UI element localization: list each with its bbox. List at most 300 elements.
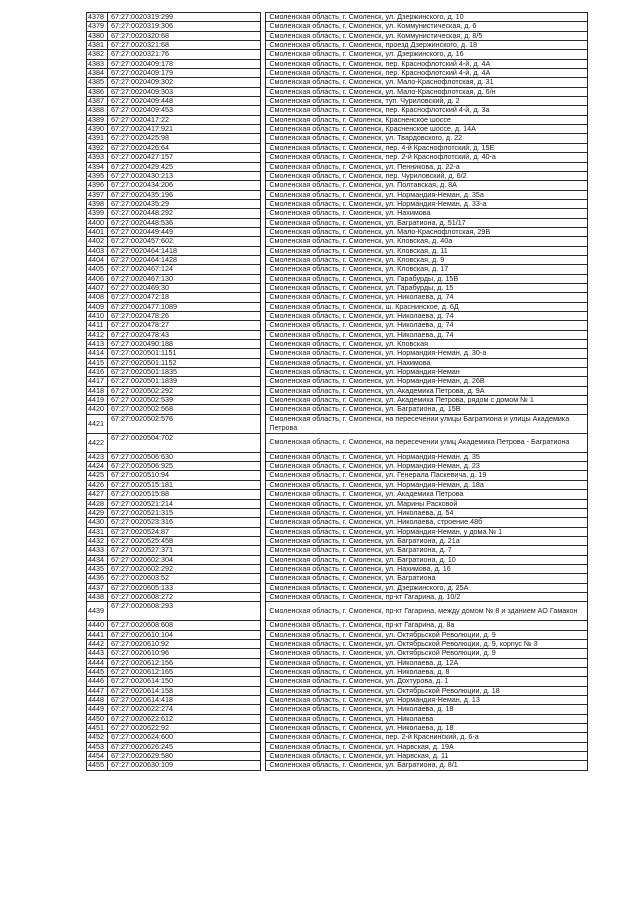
cadastral-number-cell: 67:27:0020501:1835 xyxy=(108,368,261,377)
table-row xyxy=(87,218,588,227)
table-row xyxy=(87,555,588,564)
cadastral-number-cell: 67:27:0020610:104 xyxy=(108,630,261,639)
address-cell: Смоленская область, г. Смоленск, ул. Кловская, д. 9 xyxy=(266,255,588,264)
table-row xyxy=(87,69,588,78)
cadastral-number-cell: 67:27:0020501:1151 xyxy=(108,349,261,358)
row-number-cell: 4445 xyxy=(87,668,108,677)
row-number-cell: 4391 xyxy=(87,134,108,143)
table-row xyxy=(87,106,588,115)
row-number-cell: 4446 xyxy=(87,677,108,686)
cadastral-number-cell: 67:27:0020602:304 xyxy=(108,555,261,564)
row-number-cell: 4432 xyxy=(87,536,108,545)
table-row xyxy=(87,293,588,302)
cadastral-number-cell: 67:27:0020524:87 xyxy=(108,527,261,536)
row-number-cell: 4388 xyxy=(87,106,108,115)
cadastral-number-cell: 67:27:0020449:449 xyxy=(108,227,261,236)
address-cell: Смоленская область, г. Смоленск, ул. Николаева, д. 12А xyxy=(266,658,588,667)
address-cell: Смоленская область, г. Смоленск, ул. Октябрьской Революции, д. 9 xyxy=(266,630,588,639)
table-row xyxy=(87,602,588,621)
table-row xyxy=(87,246,588,255)
table-row xyxy=(87,752,588,761)
address-cell: Смоленская область, г. Смоленск, Красненское шоссе xyxy=(266,115,588,124)
row-number-cell: 4384 xyxy=(87,69,108,78)
address-cell: Смоленская область, г. Смоленск, ул. Николаева, д. 54 xyxy=(266,508,588,517)
cadastral-number-cell: 67:27:0020608:608 xyxy=(108,621,261,630)
table-row xyxy=(87,536,588,545)
address-cell: Смоленская область, г. Смоленск, пер. 2-й Краснофлотский, д. 40-а xyxy=(266,153,588,162)
cadastral-number-cell: 67:27:0020622:612 xyxy=(108,714,261,723)
address-cell: Смоленская область, г. Смоленск, ул. Николаева xyxy=(266,714,588,723)
cadastral-number-cell: 67:27:0020425:98 xyxy=(108,134,261,143)
table-row xyxy=(87,518,588,527)
row-number-cell: 4423 xyxy=(87,452,108,461)
cadastral-number-cell: 67:27:0020510:94 xyxy=(108,471,261,480)
cadastral-number-cell: 67:27:0020612:165 xyxy=(108,668,261,677)
row-number-cell: 4402 xyxy=(87,237,108,246)
table-row xyxy=(87,115,588,124)
table-row xyxy=(87,199,588,208)
registry-table-body xyxy=(87,13,588,771)
address-cell: Смоленская область, г. Смоленск, ул. Кловская xyxy=(266,340,588,349)
cadastral-number-cell: 67:27:0020321:68 xyxy=(108,41,261,50)
cadastral-number-cell: 67:27:0020608:293 xyxy=(108,602,261,621)
address-cell: Смоленская область, г. Смоленск, ул. Дзержинского, д. 16 xyxy=(266,50,588,59)
cadastral-number-cell: 67:27:0020319:306 xyxy=(108,22,261,31)
cadastral-number-cell: 67:27:0020523:316 xyxy=(108,518,261,527)
address-cell: Смоленская область, г. Смоленск, ул. Нормандия-Неман, д. 35 xyxy=(266,452,588,461)
cadastral-number-cell: 67:27:0020515:88 xyxy=(108,490,261,499)
row-number-cell: 4411 xyxy=(87,321,108,330)
table-row xyxy=(87,143,588,152)
row-number-cell: 4440 xyxy=(87,621,108,630)
cadastral-number-cell: 67:27:0020629:580 xyxy=(108,752,261,761)
table-row xyxy=(87,59,588,68)
row-number-cell: 4434 xyxy=(87,555,108,564)
table-row xyxy=(87,733,588,742)
table-row xyxy=(87,87,588,96)
table-row xyxy=(87,714,588,723)
row-number-cell: 4378 xyxy=(87,13,108,22)
table-row xyxy=(87,583,588,592)
address-cell: Смоленская область, г. Смоленск, на пересечении улицы Багратиона и улицы Академика Петрова xyxy=(266,414,588,433)
cadastral-number-cell: 67:27:0020409:302 xyxy=(108,78,261,87)
cadastral-number-cell: 67:27:0020612:156 xyxy=(108,658,261,667)
address-cell: Смоленская область, г. Смоленск, ул. Багратиона, д. 51/17 xyxy=(266,218,588,227)
address-cell: Смоленская область, г. Смоленск, ул. Нарвская, д. 11 xyxy=(266,752,588,761)
cadastral-number-cell: 67:27:0020448:536 xyxy=(108,218,261,227)
address-cell: Смоленская область, г. Смоленск, ул. Октябрьской Революции, д. 9 xyxy=(266,649,588,658)
address-cell: Смоленская область, г. Смоленск, ул. Багратиона, д. 10 xyxy=(266,555,588,564)
address-cell: Смоленская область, г. Смоленск, пр-кт Гагарина, между домом № 8 и зданием АО Гамакон xyxy=(266,602,588,621)
cadastral-number-cell: 67:27:0020502:292 xyxy=(108,386,261,395)
cadastral-number-cell: 67:27:0020501:1839 xyxy=(108,377,261,386)
row-number-cell: 4394 xyxy=(87,162,108,171)
address-cell: Смоленская область, г. Смоленск, пер. Краснофлотский 4-й, д. 4А xyxy=(266,59,588,68)
table-row xyxy=(87,41,588,50)
row-number-cell: 4441 xyxy=(87,630,108,639)
row-number-cell: 4426 xyxy=(87,480,108,489)
row-number-cell: 4417 xyxy=(87,377,108,386)
cadastral-number-cell: 67:27:0020502:539 xyxy=(108,396,261,405)
address-cell: Смоленская область, г. Смоленск, ул. Нарвская, д. 19А xyxy=(266,742,588,751)
row-number-cell: 4403 xyxy=(87,246,108,255)
table-row xyxy=(87,414,588,433)
table-row xyxy=(87,405,588,414)
cadastral-number-cell: 67:27:0020477:1089 xyxy=(108,302,261,311)
cadastral-number-cell: 67:27:0020417:22 xyxy=(108,115,261,124)
table-row xyxy=(87,312,588,321)
row-number-cell: 4418 xyxy=(87,386,108,395)
cadastral-number-cell: 67:27:0020409:303 xyxy=(108,87,261,96)
table-row xyxy=(87,97,588,106)
table-row xyxy=(87,377,588,386)
address-cell: Смоленская область, г. Смоленск, пер. 4-й Краснофлотский, д. 15Е xyxy=(266,143,588,152)
cadastral-number-cell: 67:27:0020320:68 xyxy=(108,31,261,40)
address-cell: Смоленская область, г. Смоленск, ул. Дохтурова, д. 1 xyxy=(266,677,588,686)
row-number-cell: 4409 xyxy=(87,302,108,311)
cadastral-number-cell: 67:27:0020478:26 xyxy=(108,312,261,321)
row-number-cell: 4453 xyxy=(87,742,108,751)
table-row xyxy=(87,639,588,648)
address-cell: Смоленская область, г. Смоленск, ул. Багратиона xyxy=(266,574,588,583)
address-cell: Смоленская область, г. Смоленск, ул. Полтавская, д. 8А xyxy=(266,181,588,190)
row-number-cell: 4439 xyxy=(87,602,108,621)
registry-table xyxy=(86,12,588,771)
table-row xyxy=(87,742,588,751)
address-cell: Смоленская область, г. Смоленск, ул. Нормандия-Неман, д. 35а xyxy=(266,190,588,199)
row-number-cell: 4447 xyxy=(87,686,108,695)
row-number-cell: 4442 xyxy=(87,639,108,648)
row-number-cell: 4398 xyxy=(87,199,108,208)
row-number-cell: 4404 xyxy=(87,255,108,264)
cadastral-number-cell: 67:27:0020321:76 xyxy=(108,50,261,59)
address-cell: Смоленская область, г. Смоленск, ул. Нормандия-Неман, д. 26В xyxy=(266,377,588,386)
row-number-cell: 4410 xyxy=(87,312,108,321)
cadastral-number-cell: 67:27:0020409:178 xyxy=(108,59,261,68)
address-cell: Смоленская область, г. Смоленск, ул. Кловская, д. 40а xyxy=(266,237,588,246)
cadastral-number-cell: 67:27:0020525:458 xyxy=(108,536,261,545)
address-cell: Смоленская область, г. Смоленск, ул. Кловская, д. 17 xyxy=(266,265,588,274)
cadastral-number-cell: 67:27:0020504:702 xyxy=(108,433,261,452)
cadastral-number-cell: 67:27:0020430:213 xyxy=(108,171,261,180)
table-row xyxy=(87,31,588,40)
cadastral-number-cell: 67:27:0020527:371 xyxy=(108,546,261,555)
table-row xyxy=(87,396,588,405)
row-number-cell: 4396 xyxy=(87,181,108,190)
address-cell: Смоленская область, г. Смоленск, ш. Краснинское, д. 6Д xyxy=(266,302,588,311)
table-row xyxy=(87,368,588,377)
table-row xyxy=(87,302,588,311)
table-row xyxy=(87,724,588,733)
table-row xyxy=(87,330,588,339)
row-number-cell: 4451 xyxy=(87,724,108,733)
table-row xyxy=(87,134,588,143)
address-cell: Смоленская область, г. Смоленск, ул. Багратиона, д. 8/1 xyxy=(266,761,588,770)
cadastral-number-cell: 67:27:0020429:425 xyxy=(108,162,261,171)
table-row xyxy=(87,13,588,22)
table-row xyxy=(87,677,588,686)
address-cell: Смоленская область, г. Смоленск, ул. Коммунистическая, д. 6 xyxy=(266,22,588,31)
cadastral-number-cell: 67:27:0020502:576 xyxy=(108,414,261,433)
address-cell: Смоленская область, г. Смоленск, ул. Твардовского, д. 22 xyxy=(266,134,588,143)
row-number-cell: 4395 xyxy=(87,171,108,180)
row-number-cell: 4383 xyxy=(87,59,108,68)
row-number-cell: 4455 xyxy=(87,761,108,770)
table-row xyxy=(87,630,588,639)
cadastral-number-cell: 67:27:0020409:453 xyxy=(108,106,261,115)
table-row xyxy=(87,265,588,274)
address-cell: Смоленская область, г. Смоленск, ул. Нормандия-Неман, д. 23 xyxy=(266,462,588,471)
address-cell: Смоленская область, г. Смоленск, ул. Дзержинского, д. 25А xyxy=(266,583,588,592)
address-cell: Смоленская область, г. Смоленск, ул. Мало-Краснофлотская, 29В xyxy=(266,227,588,236)
row-number-cell: 4390 xyxy=(87,125,108,134)
cadastral-number-cell: 67:27:0020610:92 xyxy=(108,639,261,648)
table-row xyxy=(87,227,588,236)
table-row xyxy=(87,283,588,292)
address-cell: Смоленская область, г. Смоленск, пер. Чуриловский, д. 6/2 xyxy=(266,171,588,180)
cadastral-number-cell: 67:27:0020478:27 xyxy=(108,321,261,330)
address-cell: Смоленская область, г. Смоленск, ул. Нахимова, д. 16 xyxy=(266,564,588,573)
address-cell: Смоленская область, г. Смоленск, ул. Нахимова xyxy=(266,209,588,218)
table-row xyxy=(87,592,588,601)
table-row xyxy=(87,508,588,517)
address-cell: Смоленская область, г. Смоленск, ул. Николаева, д. 18 xyxy=(266,705,588,714)
row-number-cell: 4380 xyxy=(87,31,108,40)
cadastral-number-cell: 67:27:0020624:600 xyxy=(108,733,261,742)
address-cell: Смоленская область, г. Смоленск, ул. Нормандия-Неман xyxy=(266,368,588,377)
row-number-cell: 4430 xyxy=(87,518,108,527)
row-number-cell: 4400 xyxy=(87,218,108,227)
row-number-cell: 4449 xyxy=(87,705,108,714)
address-cell: Смоленская область, г. Смоленск, ул. Николаева, д. 74 xyxy=(266,293,588,302)
row-number-cell: 4392 xyxy=(87,143,108,152)
cadastral-number-cell: 67:27:0020515:181 xyxy=(108,480,261,489)
row-number-cell: 4444 xyxy=(87,658,108,667)
table-row xyxy=(87,490,588,499)
address-cell: Смоленская область, г. Смоленск, ул. Нормандия-Неман, д. 18а xyxy=(266,480,588,489)
address-cell: Смоленская область, г. Смоленск, ул. Академика Петрова, рядом с домом № 1 xyxy=(266,396,588,405)
address-cell: Смоленская область, г. Смоленск, ул. Гарабурды, д. 15 xyxy=(266,283,588,292)
row-number-cell: 4414 xyxy=(87,349,108,358)
row-number-cell: 4436 xyxy=(87,574,108,583)
table-row xyxy=(87,649,588,658)
cadastral-number-cell: 67:27:0020501:1152 xyxy=(108,358,261,367)
cadastral-number-cell: 67:27:0020614:418 xyxy=(108,696,261,705)
table-row xyxy=(87,452,588,461)
table-row xyxy=(87,705,588,714)
table-row xyxy=(87,171,588,180)
cadastral-number-cell: 67:27:0020521:214 xyxy=(108,499,261,508)
cadastral-number-cell: 67:27:0020457:602 xyxy=(108,237,261,246)
table-row xyxy=(87,433,588,452)
table-row xyxy=(87,237,588,246)
address-cell: Смоленская область, г. Смоленск, ул. Нормандия-Неман, д. 33-а xyxy=(266,199,588,208)
cadastral-number-cell: 67:27:0020448:292 xyxy=(108,209,261,218)
table-row xyxy=(87,162,588,171)
cadastral-number-cell: 67:27:0020610:96 xyxy=(108,649,261,658)
address-cell: Смоленская область, г. Смоленск, туп. Чуриловский, д. 2 xyxy=(266,97,588,106)
address-cell: Смоленская область, г. Смоленск, пр-кт Гагарина, д. 10/2 xyxy=(266,592,588,601)
table-row xyxy=(87,209,588,218)
table-row xyxy=(87,471,588,480)
cadastral-number-cell: 67:27:0020602:292 xyxy=(108,564,261,573)
row-number-cell: 4431 xyxy=(87,527,108,536)
row-number-cell: 4437 xyxy=(87,583,108,592)
row-number-cell: 4427 xyxy=(87,490,108,499)
address-cell: Смоленская область, г. Смоленск, ул. Николаева, д. 18 xyxy=(266,724,588,733)
cadastral-number-cell: 67:27:0020409:179 xyxy=(108,69,261,78)
address-cell: Смоленская область, г. Смоленск, ул. Нормандия-Неман, д. 13 xyxy=(266,696,588,705)
cadastral-number-cell: 67:27:0020435:196 xyxy=(108,190,261,199)
cadastral-number-cell: 67:27:0020605:133 xyxy=(108,583,261,592)
row-number-cell: 4421 xyxy=(87,414,108,433)
cadastral-number-cell: 67:27:0020490:188 xyxy=(108,340,261,349)
row-number-cell: 4405 xyxy=(87,265,108,274)
cadastral-number-cell: 67:27:0020426:64 xyxy=(108,143,261,152)
row-number-cell: 4407 xyxy=(87,283,108,292)
row-number-cell: 4413 xyxy=(87,340,108,349)
address-cell: Смоленская область, г. Смоленск, ул. Мало-Краснофлотская, д. 31 xyxy=(266,78,588,87)
address-cell: Смоленская область, г. Смоленск, ул. Николаева, д. 8 xyxy=(266,668,588,677)
row-number-cell: 4435 xyxy=(87,564,108,573)
cadastral-number-cell: 67:27:0020603:52 xyxy=(108,574,261,583)
address-cell: Смоленская область, г. Смоленск, ул. Кловская, д. 11 xyxy=(266,246,588,255)
row-number-cell: 4401 xyxy=(87,227,108,236)
table-row xyxy=(87,153,588,162)
row-number-cell: 4381 xyxy=(87,41,108,50)
row-number-cell: 4454 xyxy=(87,752,108,761)
table-row xyxy=(87,480,588,489)
table-row xyxy=(87,527,588,536)
table-row xyxy=(87,499,588,508)
cadastral-number-cell: 67:27:0020464:1428 xyxy=(108,255,261,264)
table-row xyxy=(87,22,588,31)
cadastral-number-cell: 67:27:0020434:206 xyxy=(108,181,261,190)
row-number-cell: 4425 xyxy=(87,471,108,480)
address-cell: Смоленская область, г. Смоленск, ул. Николаева, д. 74 xyxy=(266,312,588,321)
table-row xyxy=(87,564,588,573)
row-number-cell: 4406 xyxy=(87,274,108,283)
address-cell: Смоленская область, г. Смоленск, ул. Пенникова, д. 22-а xyxy=(266,162,588,171)
cadastral-number-cell: 67:27:0020626:245 xyxy=(108,742,261,751)
address-cell: Смоленская область, г. Смоленск, ул. Багратиона, д. 15В xyxy=(266,405,588,414)
table-row xyxy=(87,255,588,264)
row-number-cell: 4382 xyxy=(87,50,108,59)
row-number-cell: 4424 xyxy=(87,462,108,471)
address-cell: Смоленская область, г. Смоленск, ул. Нормандия-Неман, д. 30-а xyxy=(266,349,588,358)
row-number-cell: 4397 xyxy=(87,190,108,199)
table-row xyxy=(87,761,588,770)
address-cell: Смоленская область, г. Смоленск, пер. 2-й Краснинский, д. 6-а xyxy=(266,733,588,742)
row-number-cell: 4438 xyxy=(87,592,108,601)
address-cell: Смоленская область, г. Смоленск, ул. Багратиона, д. 21а xyxy=(266,536,588,545)
row-number-cell: 4408 xyxy=(87,293,108,302)
table-row xyxy=(87,340,588,349)
cadastral-number-cell: 67:27:0020506:925 xyxy=(108,462,261,471)
cadastral-number-cell: 67:27:0020435:29 xyxy=(108,199,261,208)
cadastral-number-cell: 67:27:0020427:157 xyxy=(108,153,261,162)
row-number-cell: 4429 xyxy=(87,508,108,517)
row-number-cell: 4448 xyxy=(87,696,108,705)
cadastral-number-cell: 67:27:0020608:272 xyxy=(108,592,261,601)
address-cell: Смоленская область, г. Смоленск, ул. Октябрьской Революции, д. 9, корпус № 3 xyxy=(266,639,588,648)
address-cell: Смоленская область, г. Смоленск, ул. Октябрьской Революции, д. 18 xyxy=(266,686,588,695)
table-row xyxy=(87,181,588,190)
cadastral-number-cell: 67:27:0020469:30 xyxy=(108,283,261,292)
cadastral-number-cell: 67:27:0020502:568 xyxy=(108,405,261,414)
table-row xyxy=(87,686,588,695)
table-row xyxy=(87,621,588,630)
row-number-cell: 4412 xyxy=(87,330,108,339)
cadastral-number-cell: 67:27:0020614:150 xyxy=(108,677,261,686)
table-row xyxy=(87,190,588,199)
address-cell: Смоленская область, г. Смоленск, ул. Коммунистическая, д. 8/5 xyxy=(266,31,588,40)
row-number-cell: 4422 xyxy=(87,433,108,452)
table-row xyxy=(87,658,588,667)
table-row xyxy=(87,386,588,395)
table-row xyxy=(87,574,588,583)
table-row xyxy=(87,462,588,471)
row-number-cell: 4389 xyxy=(87,115,108,124)
address-cell: Смоленская область, г. Смоленск, ул. Нахимова xyxy=(266,358,588,367)
table-row xyxy=(87,78,588,87)
address-cell: Смоленская область, г. Смоленск, Красненское шоссе, д. 14А xyxy=(266,125,588,134)
row-number-cell: 4450 xyxy=(87,714,108,723)
row-number-cell: 4385 xyxy=(87,78,108,87)
address-cell: Смоленская область, г. Смоленск, пр-кт Гагарина, д. 8а xyxy=(266,621,588,630)
address-cell: Смоленская область, г. Смоленск, ул. Николаева, строение 48б xyxy=(266,518,588,527)
address-cell: Смоленская область, г. Смоленск, ул. Мало-Краснофлотская, д. 6/н xyxy=(266,87,588,96)
row-number-cell: 4416 xyxy=(87,368,108,377)
cadastral-number-cell: 67:27:0020622:92 xyxy=(108,724,261,733)
table-row xyxy=(87,358,588,367)
table-row xyxy=(87,125,588,134)
row-number-cell: 4443 xyxy=(87,649,108,658)
address-cell: Смоленская область, г. Смоленск, ул. Академика Петрова xyxy=(266,490,588,499)
address-cell: Смоленская область, г. Смоленск, ул. Марины Расковой xyxy=(266,499,588,508)
address-cell: Смоленская область, г. Смоленск, ул. Николаева, д. 74 xyxy=(266,330,588,339)
row-number-cell: 4379 xyxy=(87,22,108,31)
cadastral-number-cell: 67:27:0020521:315 xyxy=(108,508,261,517)
cadastral-number-cell: 67:27:0020319:299 xyxy=(108,13,261,22)
address-cell: Смоленская область, г. Смоленск, пер. Краснофлотский 4-й, д. 3а xyxy=(266,106,588,115)
table-row xyxy=(87,668,588,677)
cadastral-number-cell: 67:27:0020467:130 xyxy=(108,274,261,283)
table-row xyxy=(87,274,588,283)
table-row xyxy=(87,696,588,705)
cadastral-number-cell: 67:27:0020467:124 xyxy=(108,265,261,274)
cadastral-number-cell: 67:27:0020464:1418 xyxy=(108,246,261,255)
cadastral-number-cell: 67:27:0020630:109 xyxy=(108,761,261,770)
row-number-cell: 4428 xyxy=(87,499,108,508)
table-row xyxy=(87,546,588,555)
address-cell: Смоленская область, г. Смоленск, ул. Нормандия-Неман, у дома № 1 xyxy=(266,527,588,536)
cadastral-number-cell: 67:27:0020472:18 xyxy=(108,293,261,302)
cadastral-number-cell: 67:27:0020506:630 xyxy=(108,452,261,461)
address-cell: Смоленская область, г. Смоленск, пер. Краснофлотский 4-й, д. 4А xyxy=(266,69,588,78)
table-row xyxy=(87,50,588,59)
row-number-cell: 4399 xyxy=(87,209,108,218)
address-cell: Смоленская область, г. Смоленск, ул. Генерала Паскевича, д. 19 xyxy=(266,471,588,480)
address-cell: Смоленская область, г. Смоленск, ул. Дзержинского, д. 10 xyxy=(266,13,588,22)
row-number-cell: 4452 xyxy=(87,733,108,742)
address-cell: Смоленская область, г. Смоленск, на пересечении улиц Академика Петрова - Багратиона xyxy=(266,433,588,452)
row-number-cell: 4393 xyxy=(87,153,108,162)
row-number-cell: 4386 xyxy=(87,87,108,96)
row-number-cell: 4415 xyxy=(87,358,108,367)
cadastral-number-cell: 67:27:0020417:921 xyxy=(108,125,261,134)
address-cell: Смоленская область, г. Смоленск, ул. Академика Петрова, д. 9А xyxy=(266,386,588,395)
